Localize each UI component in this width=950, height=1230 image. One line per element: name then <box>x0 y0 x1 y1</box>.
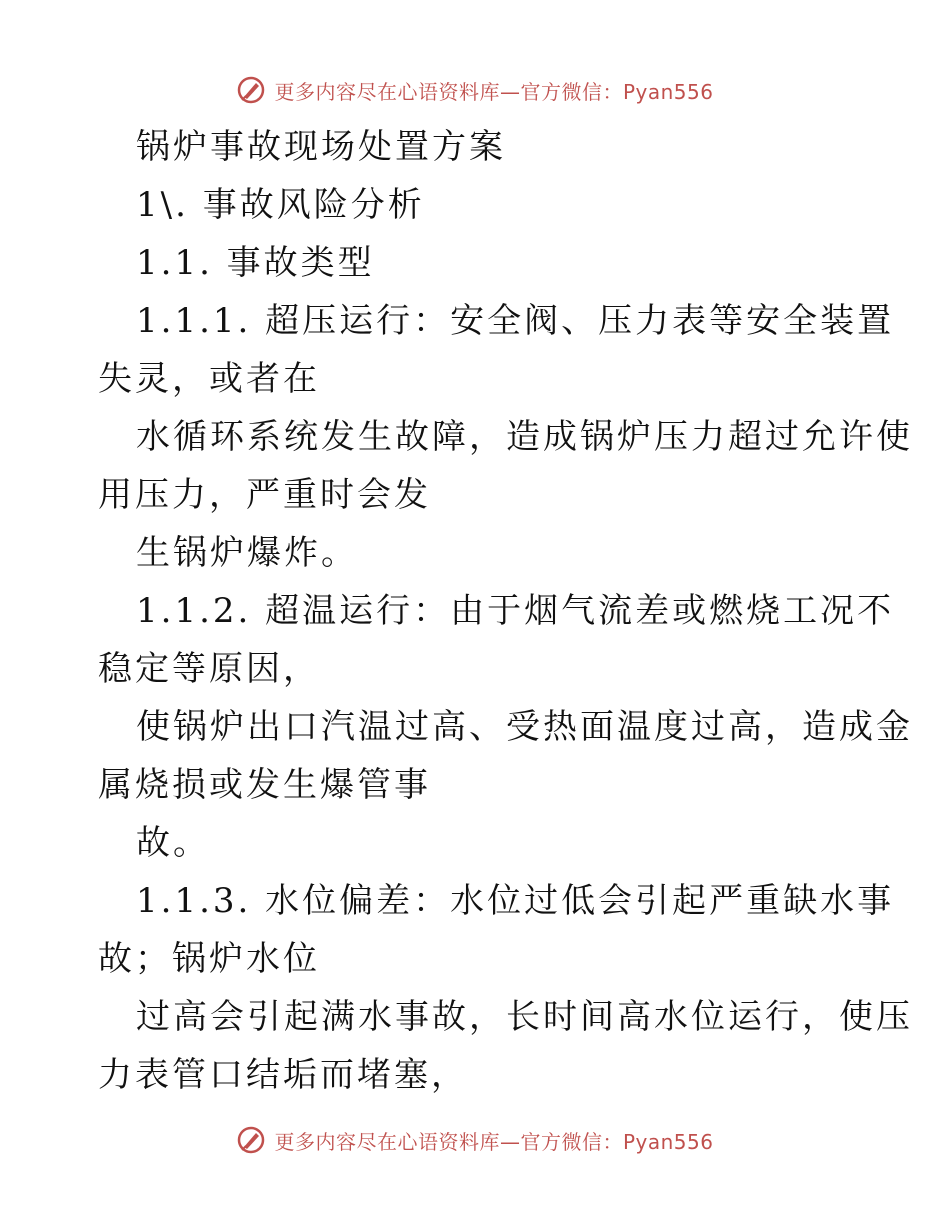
text-line: 故。 <box>136 823 210 863</box>
text-line: 用压力，严重时会发 <box>98 475 431 515</box>
watermark-text: 更多内容尽在心语资料库—官方微信：Pyan556 <box>274 1129 714 1154</box>
text-line: 稳定等原因， <box>98 649 320 689</box>
text-line: 水循环系统发生故障，造成锅炉压力超过允许使 <box>136 417 913 457</box>
text-line: 1.1.1. 超压运行：安全阀、压力表等安全装置 <box>136 301 895 341</box>
text-line: 1\. 事故风险分析 <box>136 185 425 225</box>
text-line: 1.1.3. 水位偏差：水位过低会引起严重缺水事 <box>136 881 895 921</box>
watermark-header <box>0 68 950 112</box>
quill-badge-icon <box>236 1125 266 1155</box>
document-body <box>98 118 913 1104</box>
text-line: 失灵，或者在 <box>98 359 320 399</box>
text-line: 1.1. 事故类型 <box>136 243 375 283</box>
text-line: 故；锅炉水位 <box>98 939 320 979</box>
text-line: 使锅炉出口汽温过高、受热面温度过高，造成金 <box>136 707 913 747</box>
watermark-footer <box>0 1118 950 1162</box>
text-line: 锅炉事故现场处置方案 <box>136 127 506 167</box>
text-line: 1.1.2. 超温运行：由于烟气流差或燃烧工况不 <box>136 591 895 631</box>
text-line: 过高会引起满水事故，长时间高水位运行，使压 <box>136 997 913 1037</box>
quill-badge-icon <box>236 75 266 105</box>
text-line: 生锅炉爆炸。 <box>136 533 358 573</box>
text-line: 属烧损或发生爆管事 <box>98 765 431 805</box>
text-line: 力表管口结垢而堵塞， <box>98 1055 468 1095</box>
watermark-text: 更多内容尽在心语资料库—官方微信：Pyan556 <box>274 79 714 104</box>
